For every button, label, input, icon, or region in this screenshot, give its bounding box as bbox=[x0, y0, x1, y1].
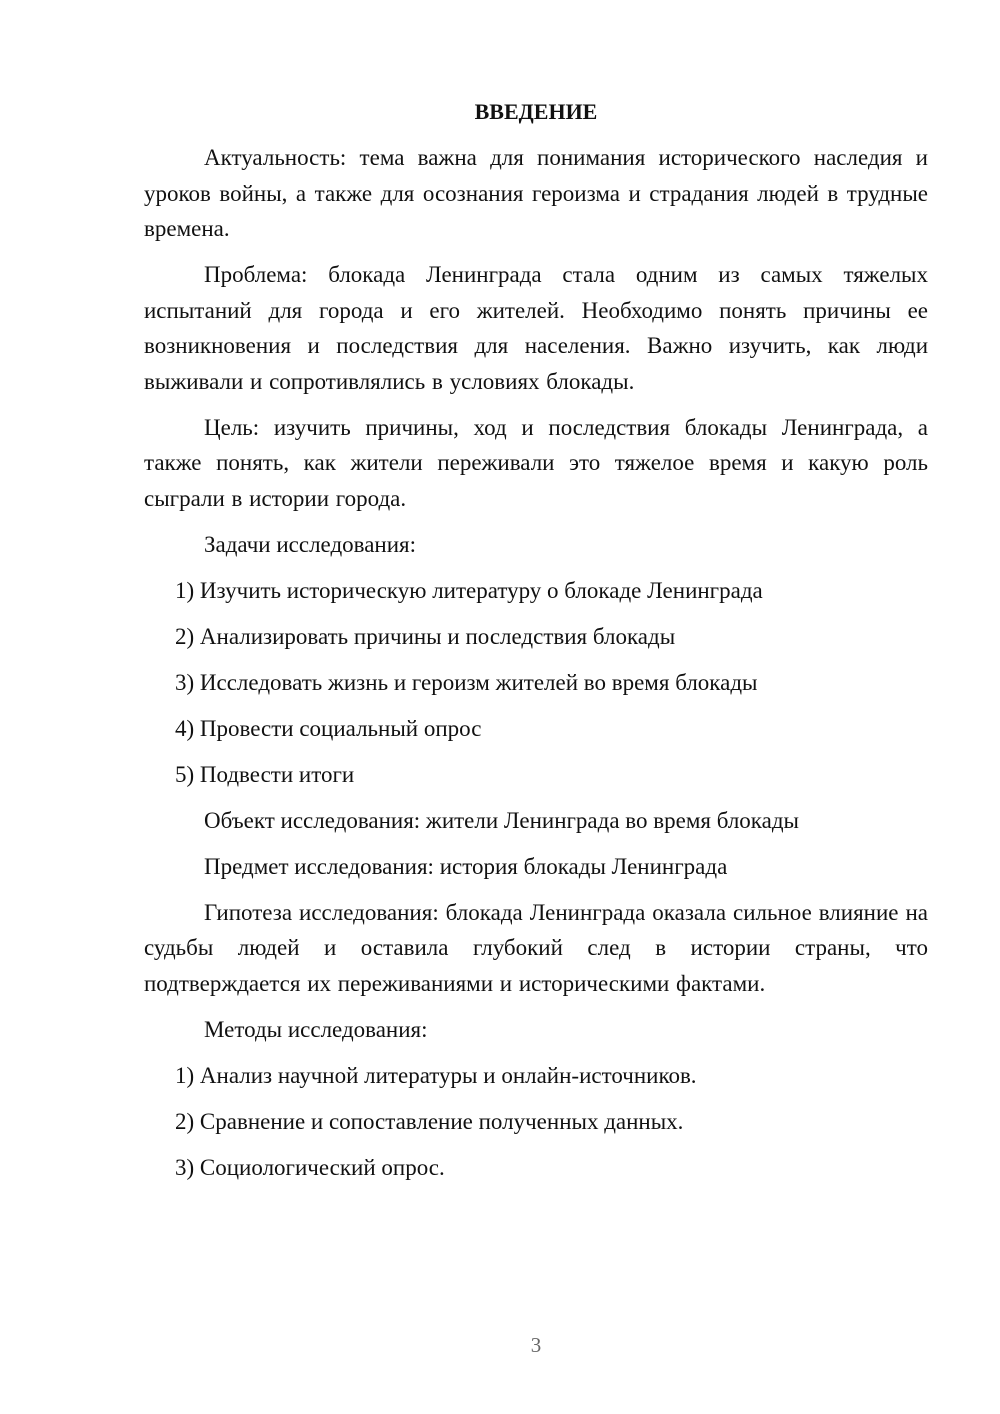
task-item-1: 1) Изучить историческую литературу о блокаде Ленинграда bbox=[175, 577, 763, 603]
subject-paragraph: Предмет исследования: история блокады Ленинграда bbox=[204, 853, 728, 879]
methods-heading: Методы исследования: bbox=[204, 1016, 428, 1042]
page-number: 3 bbox=[530, 1333, 542, 1357]
method-item-1: 1) Анализ научной литературы и онлайн-источников. bbox=[175, 1062, 697, 1088]
goal-paragraph: Цель: изучить причины, ход и последствия блокады Ленинграда, а также понять, как жители переживали это тяжелое время и какую роль сыграли в истории города. bbox=[144, 414, 928, 511]
method-item-2: 2) Сравнение и сопоставление полученных данных. bbox=[175, 1108, 684, 1134]
relevance-paragraph: Актуальность: тема важна для понимания исторического наследия и уроков войны, а также для осознания героизма и страдания людей в трудные времена. bbox=[144, 145, 928, 241]
problem-paragraph: Проблема: блокада Ленинграда стала одним из самых тяжелых испытаний для города и его жителей. Необходимо понять причины ее возникновения и последствия для населения. Важно изучить, как люди выживали и сопротивлялись в условиях блокады. bbox=[144, 262, 928, 394]
hypothesis-paragraph: Гипотеза исследования: блокада Ленинграда оказала сильное влияние на судьбы людей и оставила глубокий след в истории страны, что подтверждается их переживаниями и историческими фактами. bbox=[144, 899, 928, 996]
page-content bbox=[144, 94, 928, 1196]
tasks-heading: Задачи исследования: bbox=[204, 531, 417, 557]
task-item-5: 5) Подвести итоги bbox=[175, 761, 355, 787]
task-item-4: 4) Провести социальный опрос bbox=[175, 715, 482, 741]
object-paragraph: Объект исследования: жители Ленинграда во время блокады bbox=[204, 807, 800, 833]
task-item-2: 2) Анализировать причины и последствия блокады bbox=[175, 623, 676, 649]
method-item-3: 3) Социологический опрос. bbox=[175, 1154, 445, 1180]
section-title: ВВЕДЕНИЕ bbox=[474, 99, 598, 124]
task-item-3: 3) Исследовать жизнь и героизм жителей во время блокады bbox=[175, 669, 758, 695]
